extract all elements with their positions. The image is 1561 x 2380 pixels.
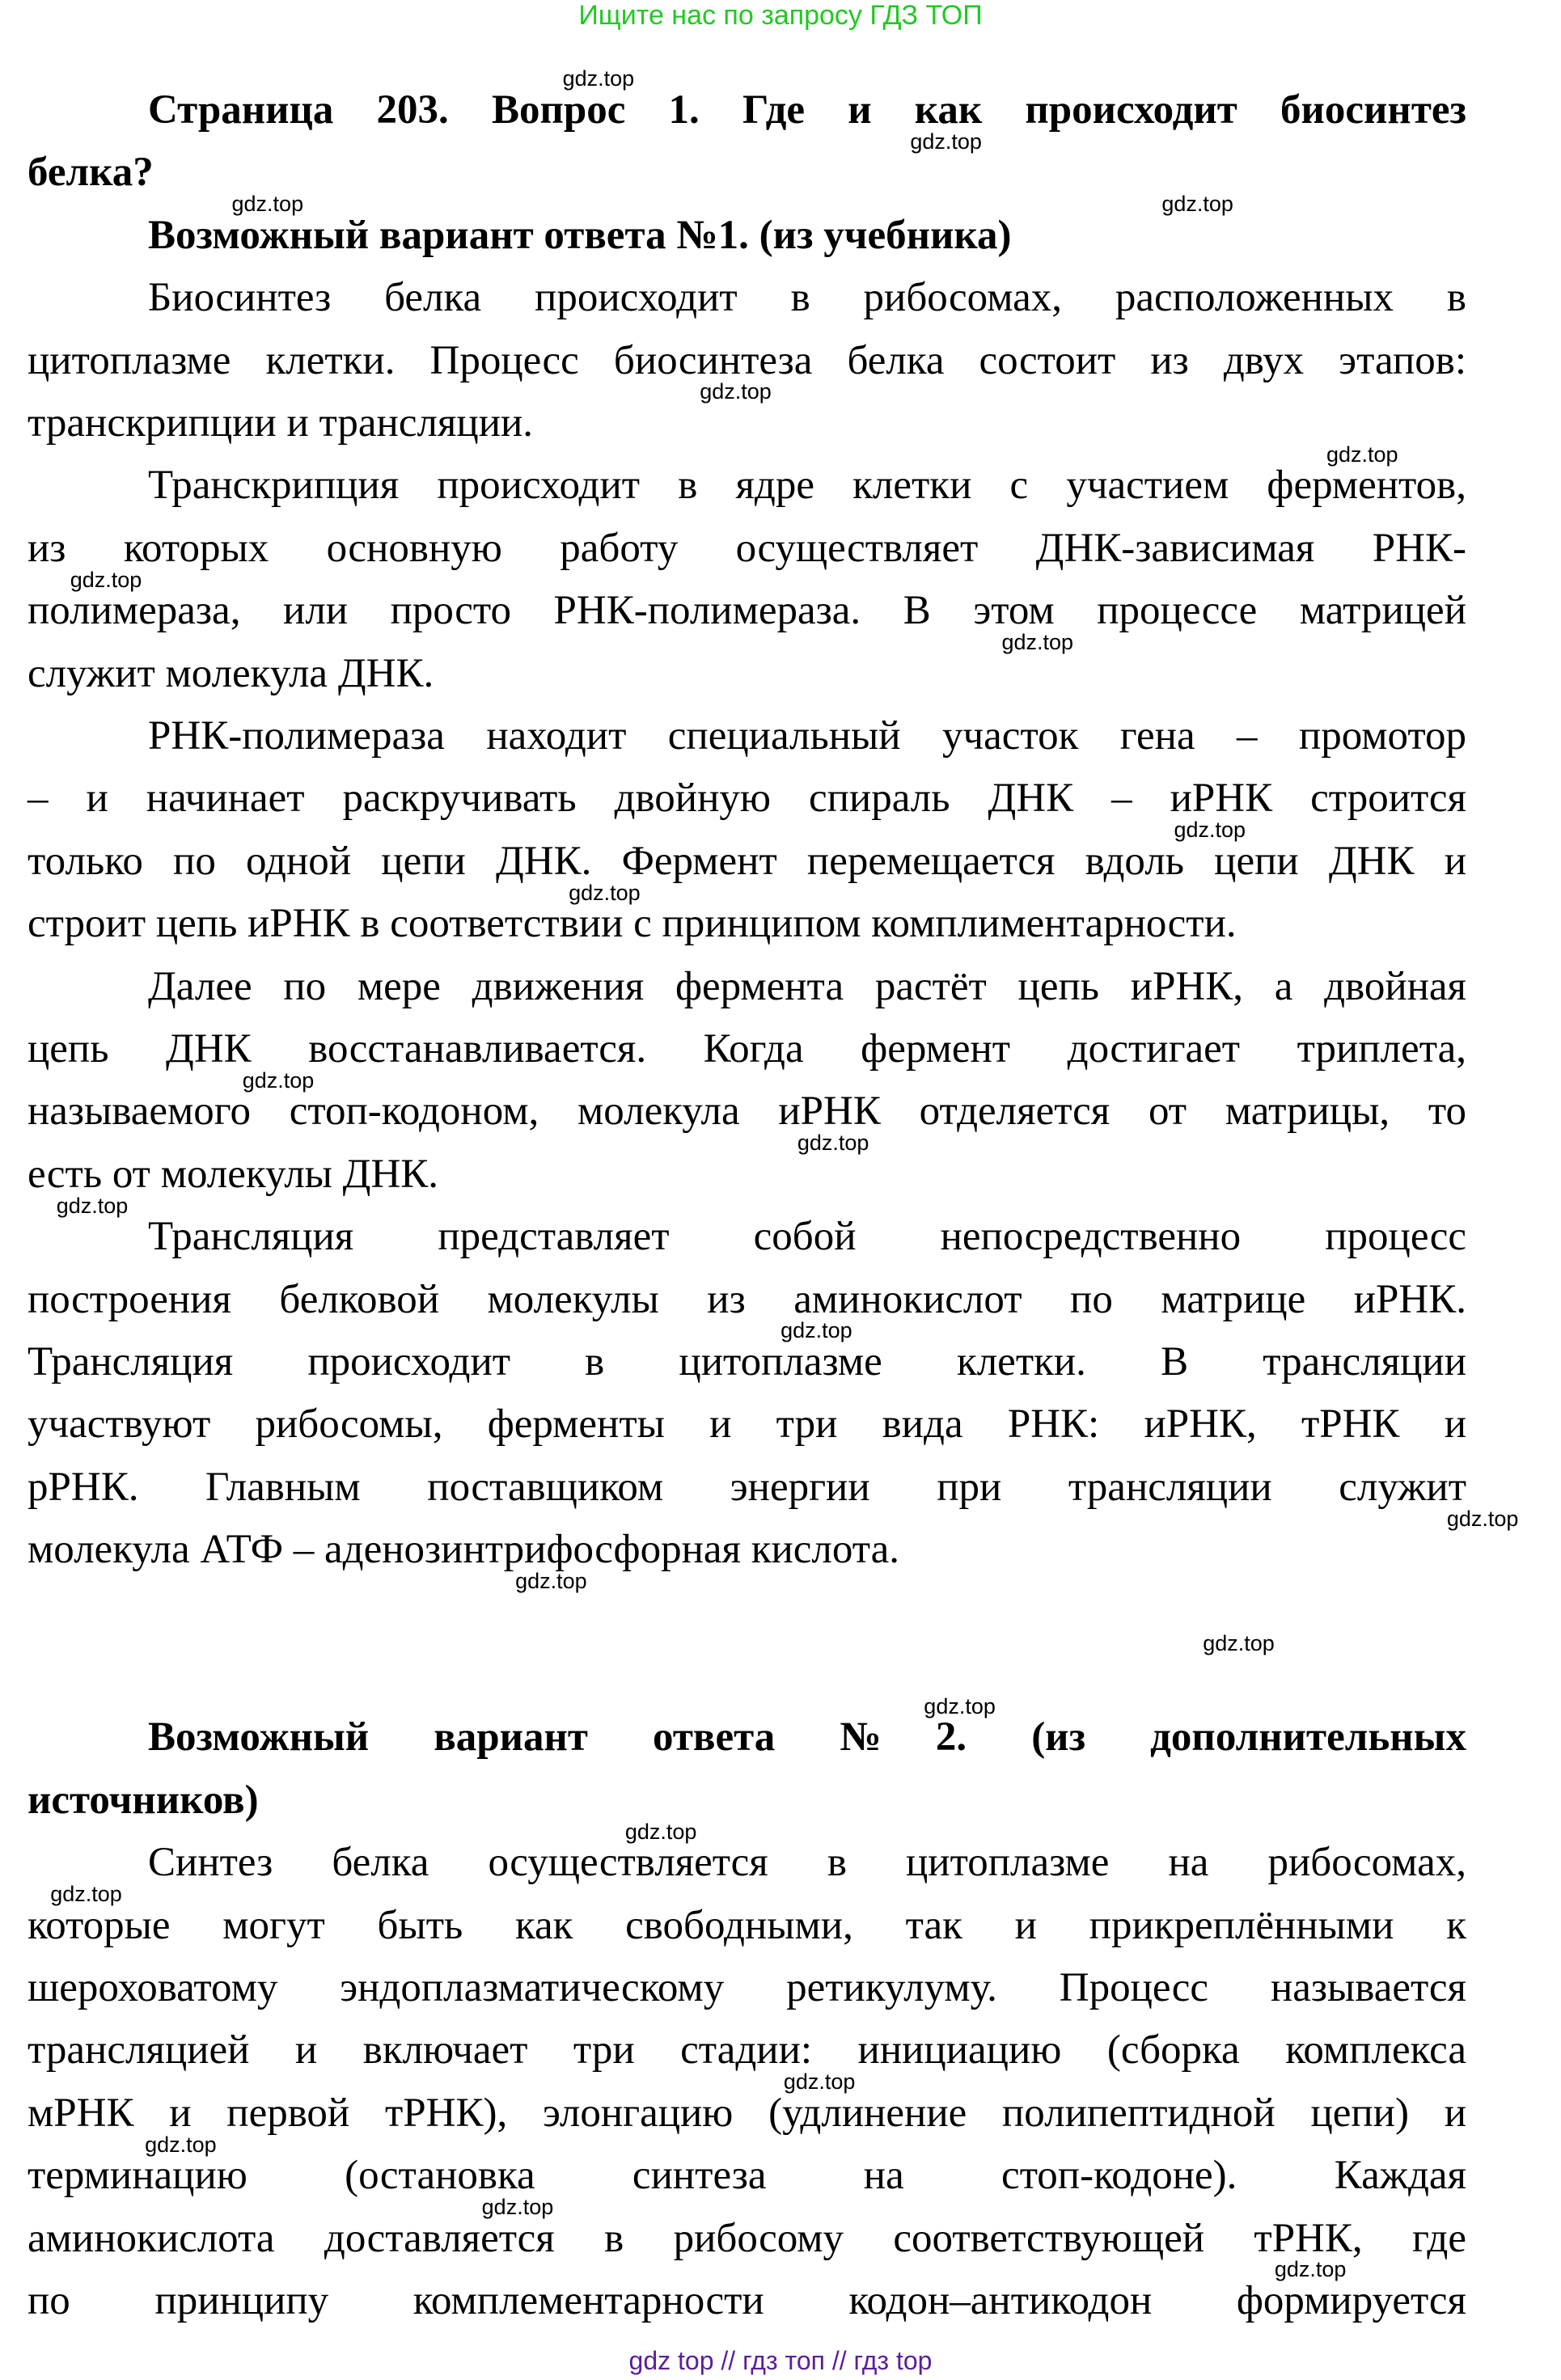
watermark-text: gdz.top (1174, 818, 1246, 843)
heading-line: Страница 203. Вопрос 1. Где и как происходит биосинтез (148, 87, 1466, 133)
text-line: участвуют рибосомы, ферменты и три вида РНК: иРНК, тРНК и (27, 1401, 1466, 1448)
watermark-text: gdz.top (1203, 1631, 1275, 1656)
text-line: мРНК и первой тРНК), элонгацию (удлинение полипептидной цепи) и (27, 2090, 1466, 2136)
heading-line: Возможный вариант ответа №1. (из учебника) (148, 212, 1012, 258)
watermark-text: gdz.top (1001, 629, 1074, 654)
watermark-text: gdz.top (481, 2194, 554, 2219)
text-line: аминокислота доставляется в рибосому соответствующей тРНК, где (27, 2215, 1466, 2261)
text-line: – и начинает раскручивать двойную спираль ДНК – иРНК строится (27, 776, 1466, 822)
text-line: шероховатому эндоплазматическому ретикулуму. Процесс называется (27, 1965, 1466, 2010)
watermark-text: gdz.top (1326, 442, 1398, 467)
watermark-text: gdz.top (70, 567, 142, 592)
watermark-text: gdz.top (242, 1067, 315, 1093)
text-line: построения белковой молекулы из аминокислот по матрице иРНК. (27, 1276, 1466, 1322)
watermark-text: gdz.top (1161, 192, 1233, 217)
text-line: цепь ДНК восстанавливается. Когда фермент достигает триплета, (27, 1026, 1466, 1072)
text-line: транскрипции и трансляции. (27, 400, 534, 446)
heading-line: источников) (27, 1777, 259, 1823)
watermark-text: gdz.top (797, 1131, 869, 1156)
watermark-text: gdz.top (624, 1819, 697, 1844)
text-line: которые могут быть как свободными, так и прикреплёнными к (27, 1902, 1466, 1948)
watermark-text: gdz.top (562, 66, 635, 91)
text-line: Трансляция представляет собой непосредственно процесс (148, 1214, 1466, 1260)
watermark-text: gdz.top (145, 2132, 217, 2157)
text-line: Трансляция происходит в цитоплазме клетки. В трансляции (27, 1339, 1466, 1384)
heading-line: белка? (27, 150, 154, 196)
text-line: Синтез белка осуществляется в цитоплазме на рибосомах, (148, 1840, 1466, 1886)
watermark-text: gdz.top (569, 880, 641, 905)
heading-line: Возможный вариант ответа №2. (из дополнительных (148, 1714, 1466, 1761)
text-line: РНК-полимераза находит специальный участок гена – промотор (148, 713, 1466, 759)
text-line: только по одной цепи ДНК. Фермент перемещается вдоль цепи ДНК и (27, 838, 1466, 884)
text-line: строит цепь иРНК в соответствии с принципом комплиментарности. (27, 901, 1237, 947)
text-line: Биосинтез белка происходит в рибосомах, расположенных в (148, 275, 1466, 321)
text-line: цитоплазме клетки. Процесс биосинтеза белка состоит из двух этапов: (27, 337, 1466, 383)
watermark-text: gdz.top (56, 1193, 129, 1218)
watermark-text: gdz.top (515, 1568, 587, 1593)
text-line: служит молекула ДНК. (27, 650, 434, 696)
text-line: есть от молекулы ДНК. (27, 1151, 439, 1197)
watermark-text: gdz.top (700, 379, 772, 404)
watermark-text: gdz.top (780, 1318, 852, 1343)
text-line: по принципу комплементарности кодон–антикодон формируется (27, 2278, 1466, 2323)
watermark-text: gdz.top (231, 192, 304, 217)
text-line: называемого стоп-кодоном, молекула иРНК отделяется от матрицы, то (27, 1089, 1466, 1135)
text-line: из которых основную работу осуществляет ДНК-зависимая РНК- (27, 525, 1466, 571)
text-line: трансляцией и включает три стадии: инициацию (сборка комплекса (27, 2027, 1466, 2074)
watermark-text: gdz.top (910, 129, 982, 154)
text-line: полимераза, или просто РНК-полимераза. В этом процессе матрицей (27, 588, 1466, 634)
watermark-text: gdz.top (783, 2069, 856, 2095)
text-line: терминацию (остановка синтеза на стоп-кодоне). Каждая (27, 2153, 1466, 2199)
watermark-text: gdz.top (1446, 1506, 1519, 1531)
search-banner-link[interactable]: Ищите нас по запросу ГДЗ ТОП (578, 0, 983, 31)
watermark-text: gdz.top (924, 1693, 996, 1718)
watermark-text: gdz.top (1274, 2257, 1347, 2282)
text-line: Далее по мере движения фермента растёт цепь иРНК, а двойная (148, 963, 1466, 1009)
watermark-text: gdz.top (50, 1881, 122, 1906)
footer-watermark-link[interactable]: gdz top // гдз топ // гдз top (628, 2346, 933, 2375)
text-line: молекула АТФ – аденозинтрифосфорная кислота. (27, 1527, 899, 1573)
text-line: Транскрипция происходит в ядре клетки с участием ферментов, (148, 463, 1466, 509)
text-line: рРНК. Главным поставщиком энергии при трансляции служит (27, 1464, 1466, 1510)
